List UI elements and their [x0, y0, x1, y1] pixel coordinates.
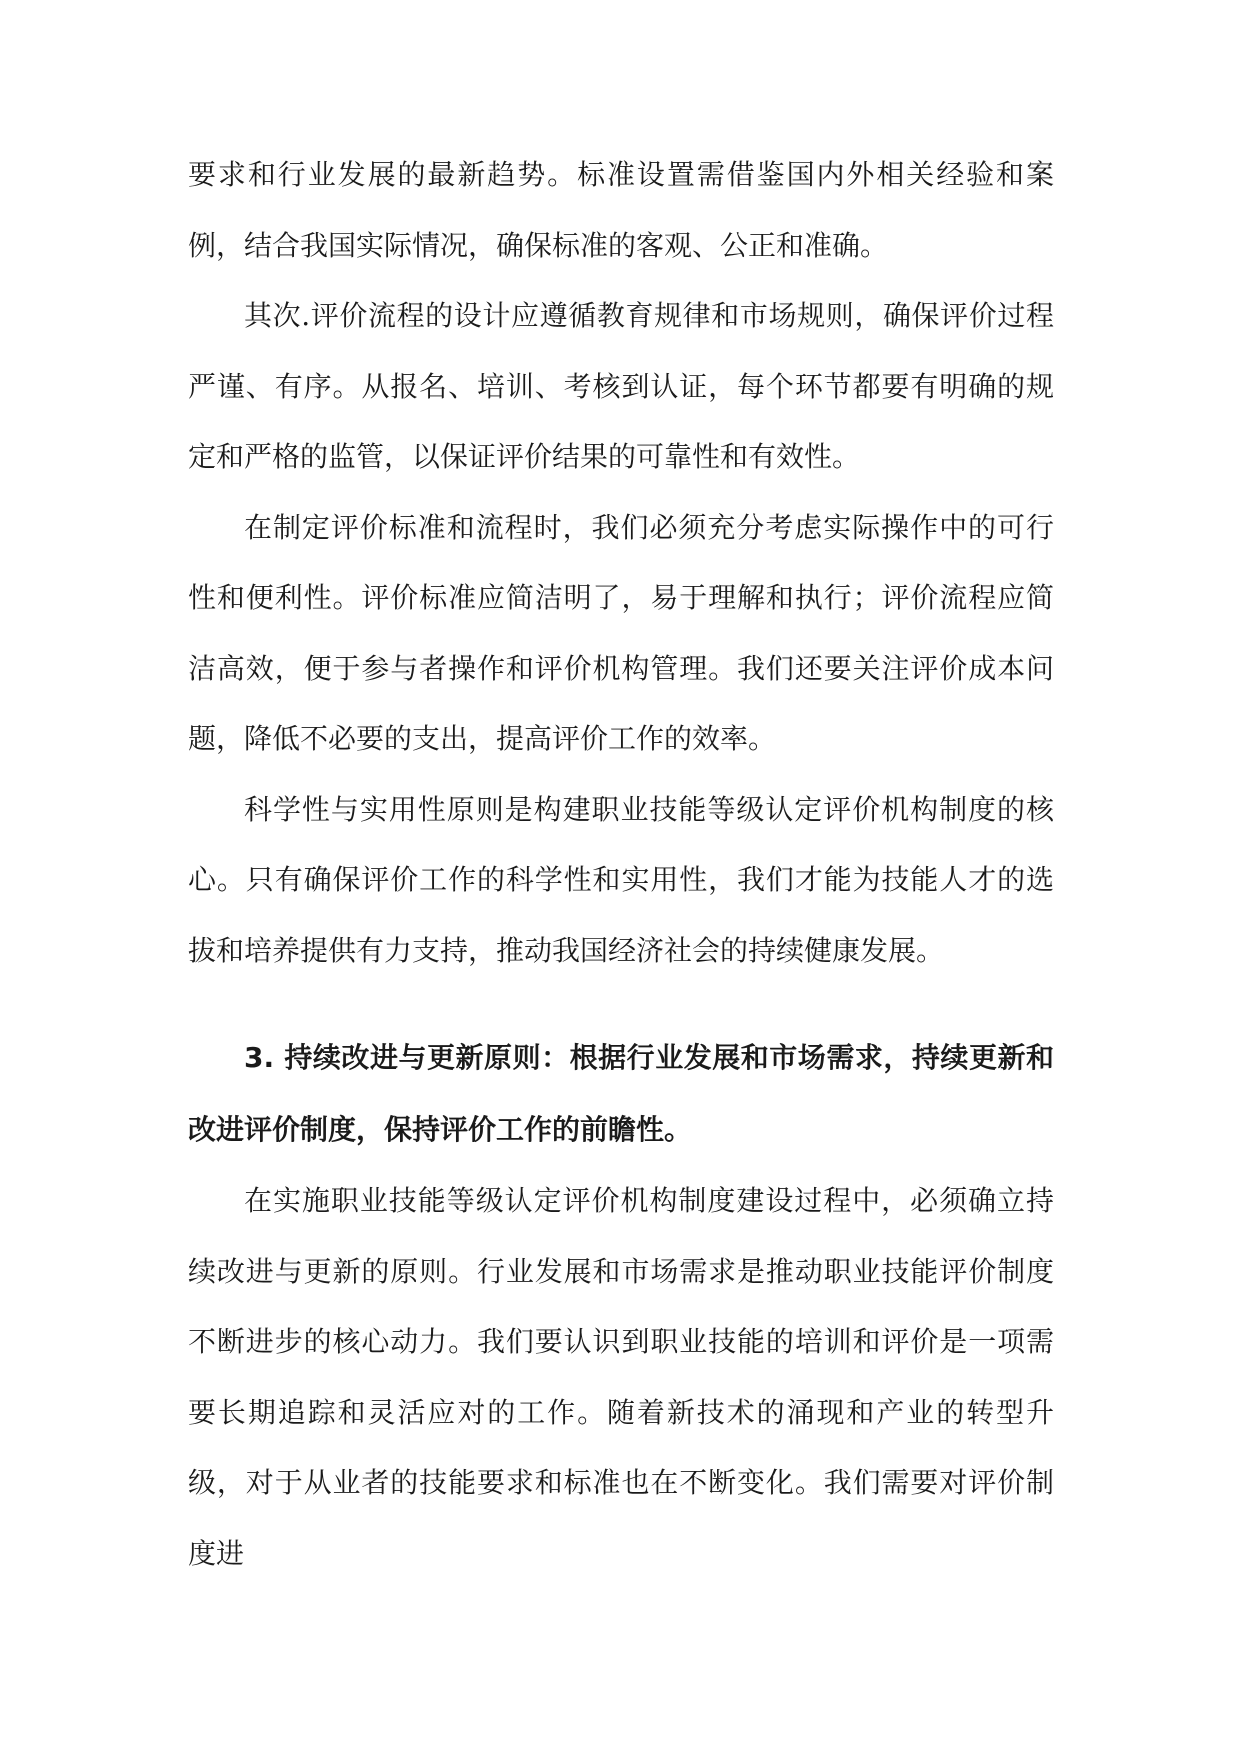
paragraph-scientific-practical: 科学性与实用性原则是构建职业技能等级认定评价机构制度的核心。只有确保评价工作的科学性和实用性，我们才能为技能人才的选拔和培养提供有力支持，推动我国经济社会的持续健康发展。 [188, 792, 1054, 967]
paragraph-feasibility: 在制定评价标准和流程时，我们必须充分考虑实际操作中的可行性和便利性。评价标准应简洁明了，易于理解和执行；评价流程应简洁高效，便于参与者操作和评价机构管理。我们还要关注评价成本问题，降低不必要的支出，提高评价工作的效率。 [188, 510, 1054, 755]
paragraph-evaluation-process: 其次.评价流程的设计应遵循教育规律和市场规则，确保评价过程严谨、有序。从报名、培训、考核到认证，每个环节都要有明确的规定和严格的监管，以保证评价结果的可靠性和有效性。 [188, 299, 1054, 473]
document-page [188, 140, 1054, 1589]
paragraph-continuation: 要求和行业发展的最新趋势。标准设置需借鉴国内外相关经验和案例，结合我国实际情况，确保标准的客观、公正和准确。 [188, 158, 1054, 262]
paragraph-continuous-improvement: 在实施职业技能等级认定评价机构制度建设过程中，必须确立持续改进与更新的原则。行业发展和市场需求是推动职业技能评价制度不断进步的核心动力。我们要认识到职业技能的培训和评价是一项需要长期追踪和灵活应对的工作。随着新技术的涌现和产业的转型升级，对于从业者的技能要求和标准也在不断变化。我们需要对评价制度进 [188, 1184, 1054, 1570]
section-heading-continuous-improvement: 3. 持续改进与更新原则：根据行业发展和市场需求，持续更新和改进评价制度，保持评价工作的前瞻性。 [188, 1041, 1054, 1146]
